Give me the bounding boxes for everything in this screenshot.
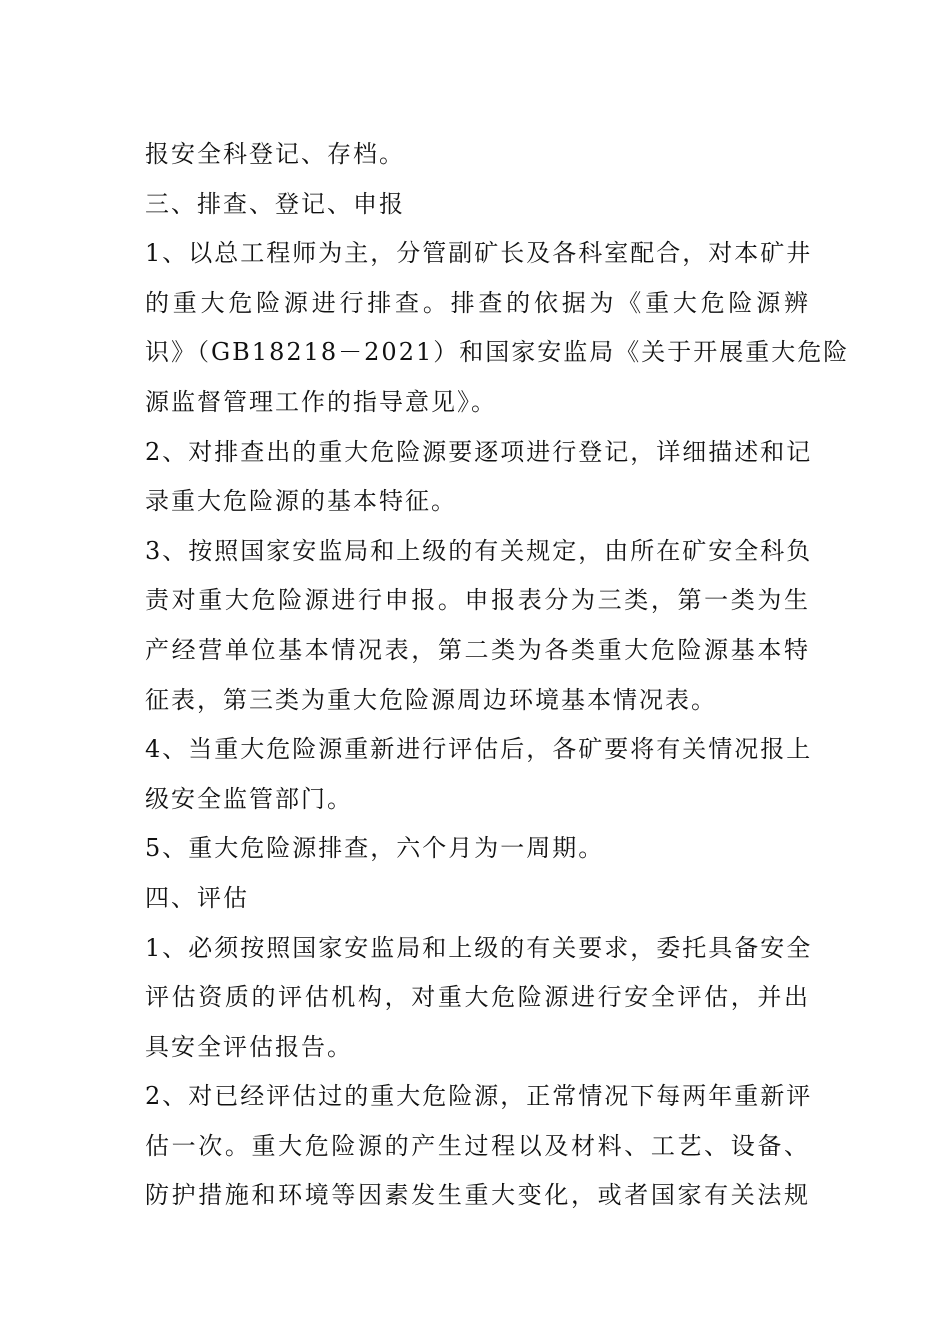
- text-line: 评估资质的评估机构，对重大危险源进行安全评估，并出: [145, 983, 810, 1012]
- text-line: 产经营单位基本情况表，第二类为各类重大危险源基本特: [145, 635, 810, 664]
- text-line: 2、对排查出的重大危险源要逐项进行登记，详细描述和记: [145, 437, 813, 466]
- section-heading: 四、评估: [145, 883, 249, 912]
- text-line: 责对重大危险源进行申报。申报表分为三类，第一类为生: [145, 586, 810, 615]
- text-line: 源监督管理工作的指导意见》。: [145, 387, 497, 416]
- text-line: 录重大危险源的基本特征。: [145, 487, 457, 516]
- text-line: 5、重大危险源排查，六个月为一周期。: [145, 834, 605, 863]
- text-line: 3、按照国家安监局和上级的有关规定，由所在矿安全科负: [145, 536, 813, 565]
- text-line: 估一次。重大危险源的产生过程以及材料、工艺、设备、: [145, 1131, 810, 1160]
- text-line: 1、以总工程师为主，分管副矿长及各科室配合，对本矿井: [145, 239, 813, 268]
- text-line: 识》（GB18218－2021）和国家安监局《关于开展重大危险: [145, 338, 850, 367]
- text-line: 征表，第三类为重大危险源周边环境基本情况表。: [145, 685, 717, 714]
- text-line: 级安全监管部门。: [145, 784, 353, 813]
- text-line: 4、当重大危险源重新进行评估后，各矿要将有关情况报上: [145, 735, 813, 764]
- section-heading: 三、排查、登记、申报: [145, 189, 405, 218]
- text-line: 报安全科登记、存档。: [145, 140, 405, 168]
- text-line: 防护措施和环境等因素发生重大变化，或者国家有关法规: [145, 1181, 810, 1210]
- text-line: 的重大危险源进行排查。排查的依据为《重大危险源辨: [145, 288, 810, 317]
- text-line: 具安全评估报告。: [145, 1032, 353, 1061]
- text-line: 2、对已经评估过的重大危险源，正常情况下每两年重新评: [145, 1082, 813, 1111]
- document-body: [145, 130, 850, 1221]
- text-line: 1、必须按照国家安监局和上级的有关要求，委托具备安全: [145, 933, 813, 962]
